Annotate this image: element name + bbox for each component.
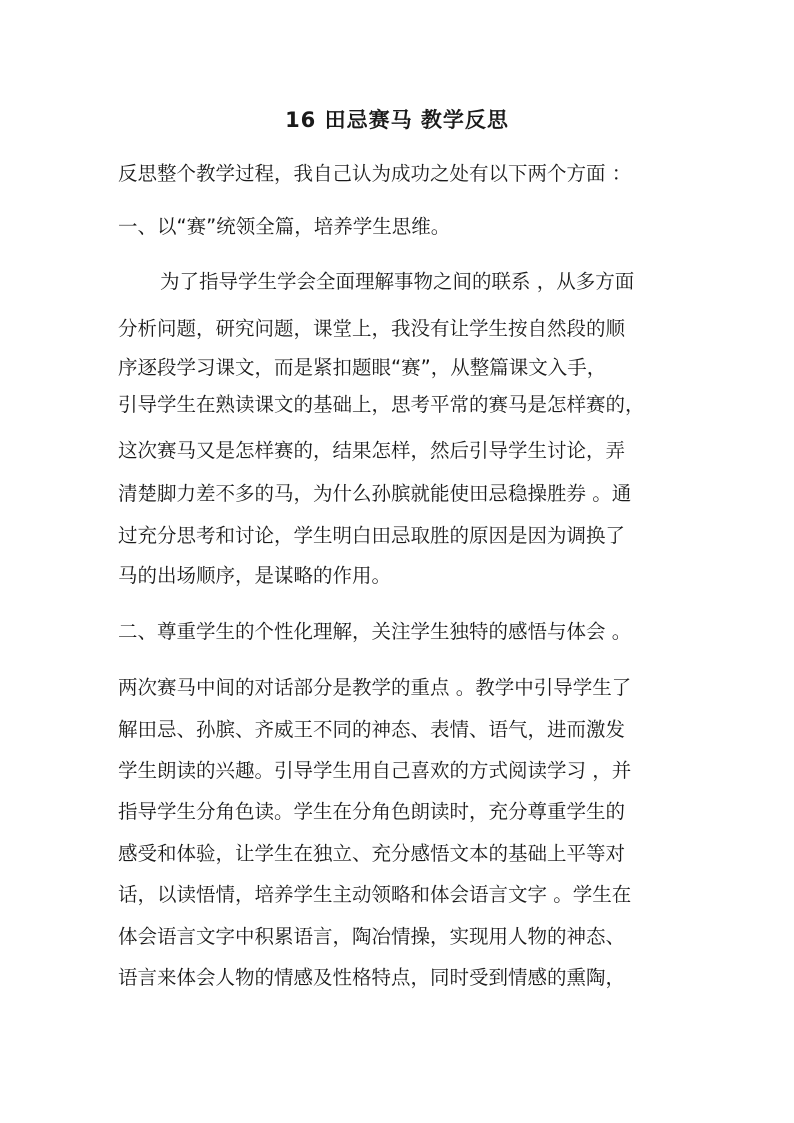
section-heading-2: 二、尊重学生的个性化理解，关注学生独特的感悟与体会 。 <box>118 620 632 643</box>
text-line: 马的出场顺序，是谋略的作用。 <box>118 564 392 587</box>
text-line: 指导学生分角色读。学生在分角色朗读时，充分尊重学生的 <box>118 800 626 823</box>
text-line: 感受和体验，让学生在独立、充分感悟文本的基础上平等对 <box>118 842 626 865</box>
text-line: 语言来体会人物的情感及性格特点，同时受到情感的熏陶， <box>118 966 626 989</box>
section-heading-1: 一、以“赛”统领全篇，培养学生思维。 <box>118 215 451 238</box>
text-line: 为了指导学生学会全面理解事物之间的联系 ，从多方面 <box>160 270 635 293</box>
text-line: 解田忌、孙膑、齐威王不同的神态、表情、语气，进而激发 <box>118 718 626 741</box>
text-line: 过充分思考和讨论，学生明白田忌取胜的原因是因为调换了 <box>118 524 626 547</box>
text-line: 分析问题，研究问题，课堂上，我没有让学生按自然段的顺 <box>118 317 626 340</box>
text-line: 学生朗读的兴趣。引导学生用自己喜欢的方式阅读学习 ，并 <box>118 759 632 782</box>
text-line: 话，以读悟情，培养学生主动领略和体会语言文字 。学生在 <box>118 883 632 906</box>
page-title: 16 田忌赛马 教学反思 <box>285 108 509 132</box>
text-line: 引导学生在熟读课文的基础上，思考平常的赛马是怎样赛的， <box>118 393 645 416</box>
text-line: 这次赛马又是怎样赛的，结果怎样，然后引导学生讨论，弄 <box>118 439 626 462</box>
text-line: 序逐段学习课文，而是紧扣题眼“赛”，从整篇课文入手， <box>118 356 607 379</box>
text-line: 体会语言文字中积累语言，陶冶情操，实现用人物的神态、 <box>118 925 626 948</box>
text-line: 反思整个教学过程，我自己认为成功之处有以下两个方面 ： <box>118 162 632 185</box>
text-line: 两次赛马中间的对话部分是教学的重点 。教学中引导学生了 <box>118 676 632 699</box>
text-line: 清楚脚力差不多的马，为什么孙膑就能使田忌稳操胜券 。通 <box>118 482 632 505</box>
